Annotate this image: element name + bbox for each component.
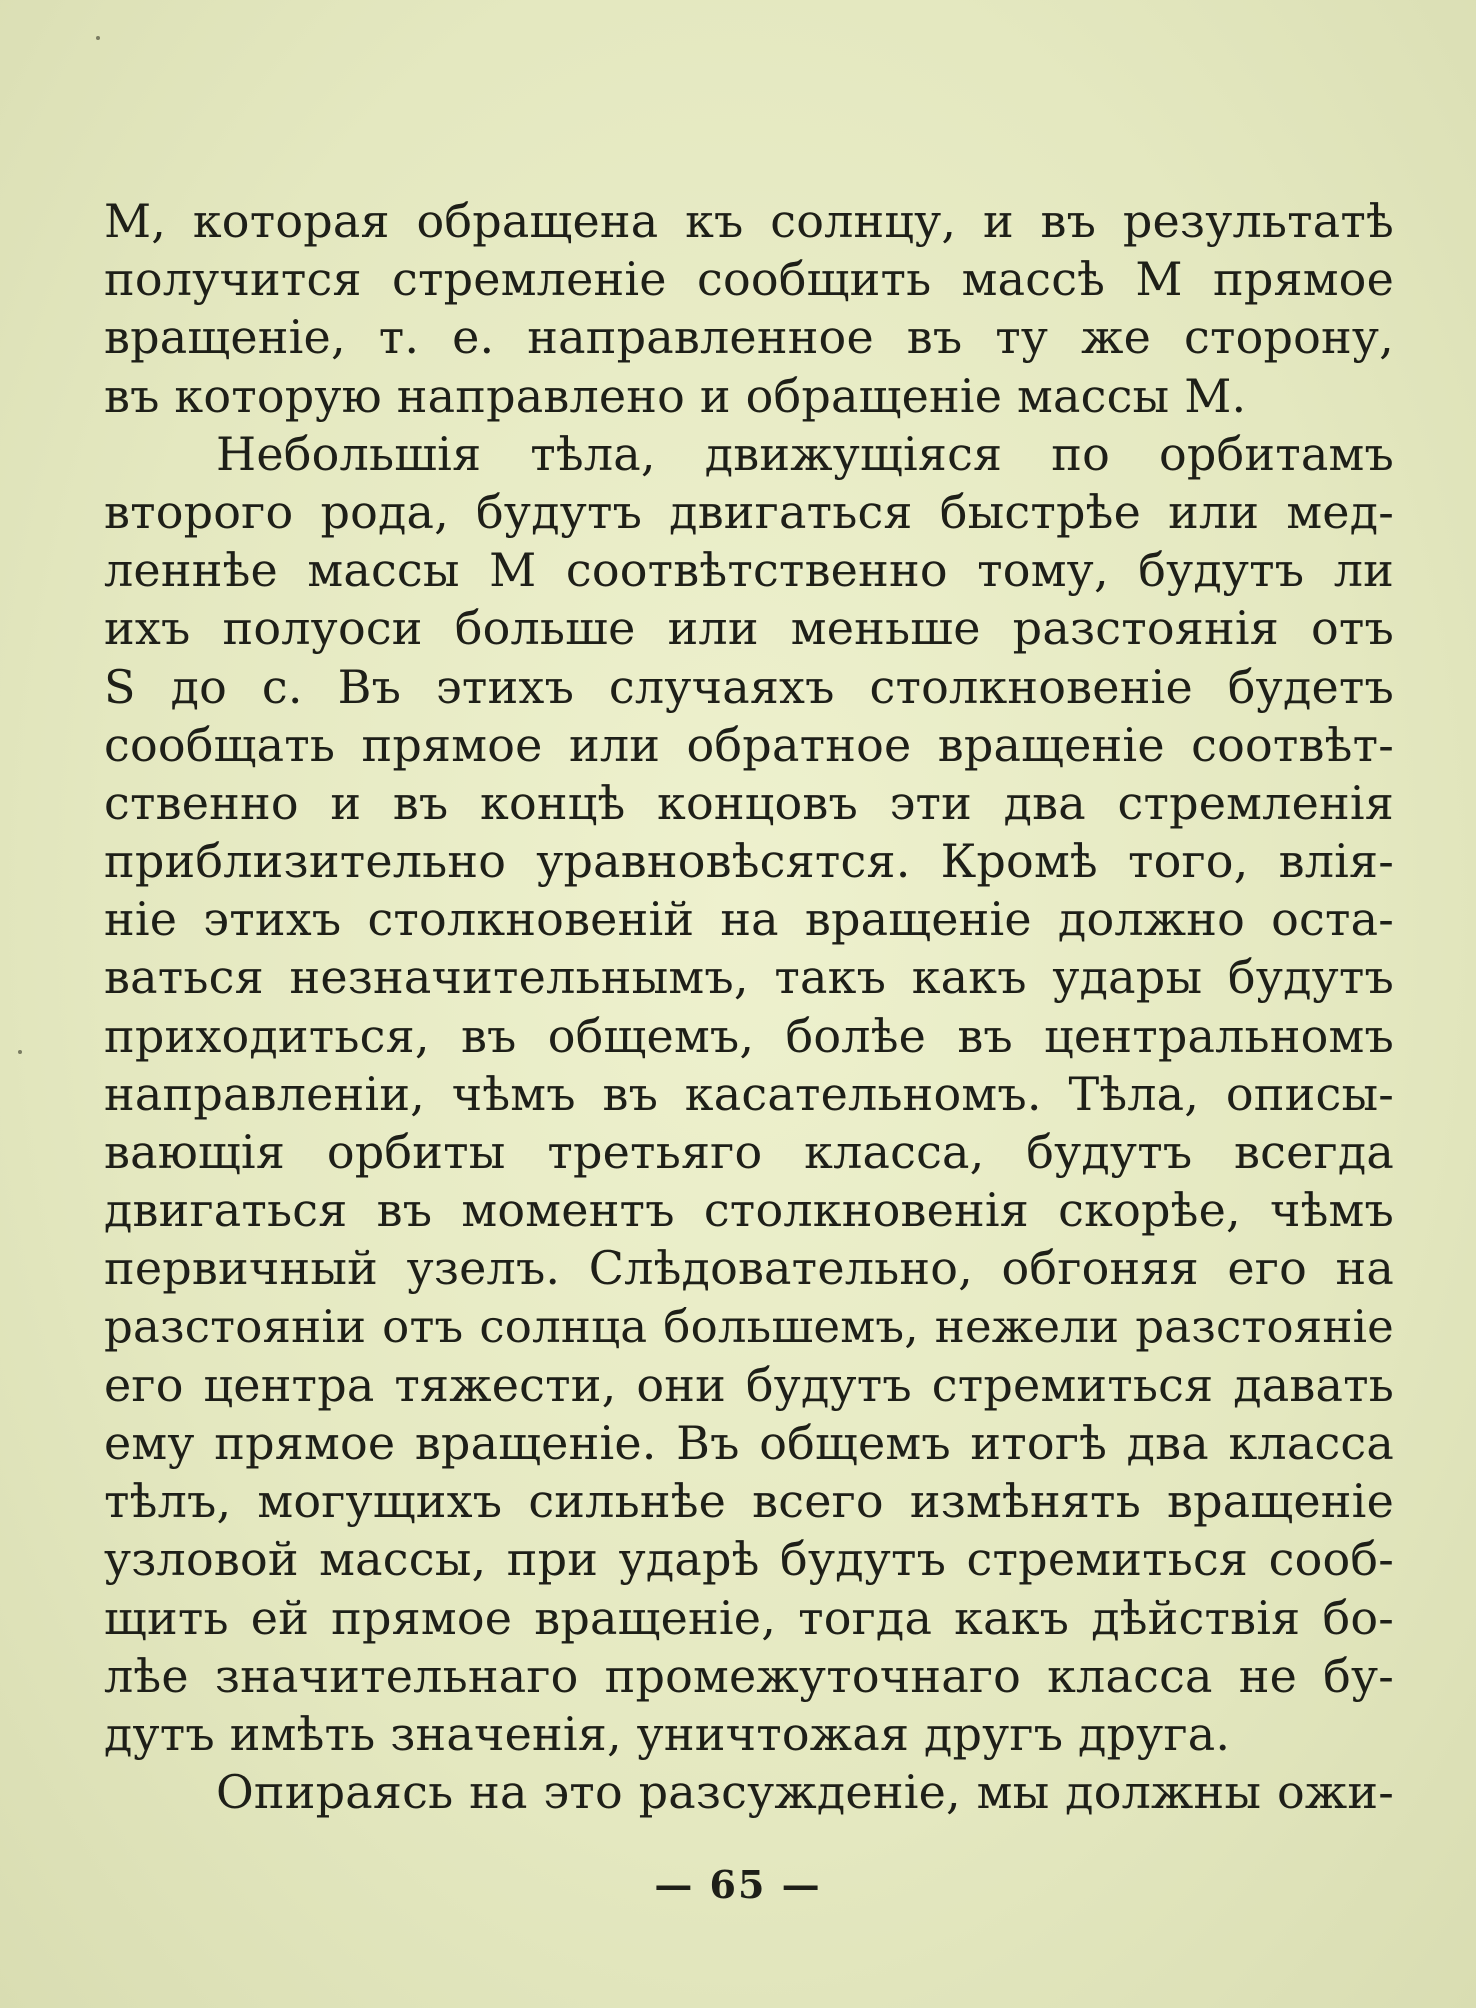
- text-line: въ которую направлено и обращеніе массы M.: [104, 368, 1247, 423]
- body-text: [104, 192, 1394, 1821]
- text-line: щить ей прямое вращеніе, тогда какъ дѣйствія бо-: [104, 1590, 1394, 1645]
- text-line: направленіи, чѣмъ въ касательномъ. Тѣла, описы-: [104, 1066, 1394, 1121]
- text-line: вающія орбиты третьяго класса, будутъ всегда: [104, 1125, 1394, 1179]
- paper-speck: [18, 1050, 22, 1054]
- text-line: ніе этихъ столкновеній на вращеніе должно оста-: [104, 892, 1394, 947]
- text-line: сообщать прямое или обратное вращеніе соотвѣт-: [104, 717, 1394, 772]
- text-line: узловой массы, при ударѣ будутъ стремиться сооб-: [104, 1532, 1394, 1587]
- paragraph-start-line: Опираясь на это разсужденіе, мы должны ожи-: [216, 1765, 1394, 1820]
- text-line: разстояніи отъ солнца большемъ, нежели разстояніе: [104, 1299, 1394, 1353]
- text-line: двигаться въ моментъ столкновенія скорѣе, чѣмъ: [104, 1183, 1394, 1238]
- text-line: получится стремленіе сообщить массѣ M прямое: [104, 252, 1394, 307]
- text-line: тѣлъ, могущихъ сильнѣе всего измѣнять вращеніе: [104, 1474, 1394, 1529]
- text-line: ему прямое вращеніе. Въ общемъ итогѣ два класса: [104, 1415, 1394, 1470]
- text-line: лѣе значительнаго промежуточнаго класса не бу-: [104, 1648, 1394, 1703]
- text-line: S до c. Въ этихъ случаяхъ столкновеніе будетъ: [104, 659, 1394, 714]
- paragraph-start-line: Небольшія тѣла, движущіяся по орбитамъ: [216, 426, 1394, 481]
- text-line: ваться незначительнымъ, такъ какъ удары будутъ: [104, 950, 1394, 1005]
- paper-speck: [96, 36, 100, 40]
- text-line: ственно и въ концѣ концовъ эти два стремленія: [104, 775, 1394, 830]
- page-number: — 65 —: [654, 1862, 822, 1907]
- text-line: первичный узелъ. Слѣдовательно, обгоняя его на: [104, 1241, 1394, 1296]
- text-line: вращеніе, т. е. направленное въ ту же сторону,: [104, 310, 1394, 365]
- text-line: приблизительно уравновѣсятся. Кромѣ того, влія-: [104, 834, 1394, 889]
- text-line: леннѣе массы M соотвѣтственно тому, будутъ ли: [104, 543, 1394, 598]
- text-line: второго рода, будутъ двигаться быстрѣе или мед-: [104, 484, 1394, 539]
- text-line: ихъ полуоси больше или меньше разстоянія отъ: [104, 601, 1394, 656]
- text-line: приходиться, въ общемъ, болѣе въ центральномъ: [104, 1008, 1394, 1063]
- text-line: дутъ имѣть значенія, уничтожая другъ друга.: [104, 1706, 1231, 1761]
- text-line: M, которая обращена къ солнцу, и въ результатѣ: [104, 194, 1394, 248]
- text-line: его центра тяжести, они будутъ стремиться давать: [104, 1357, 1394, 1412]
